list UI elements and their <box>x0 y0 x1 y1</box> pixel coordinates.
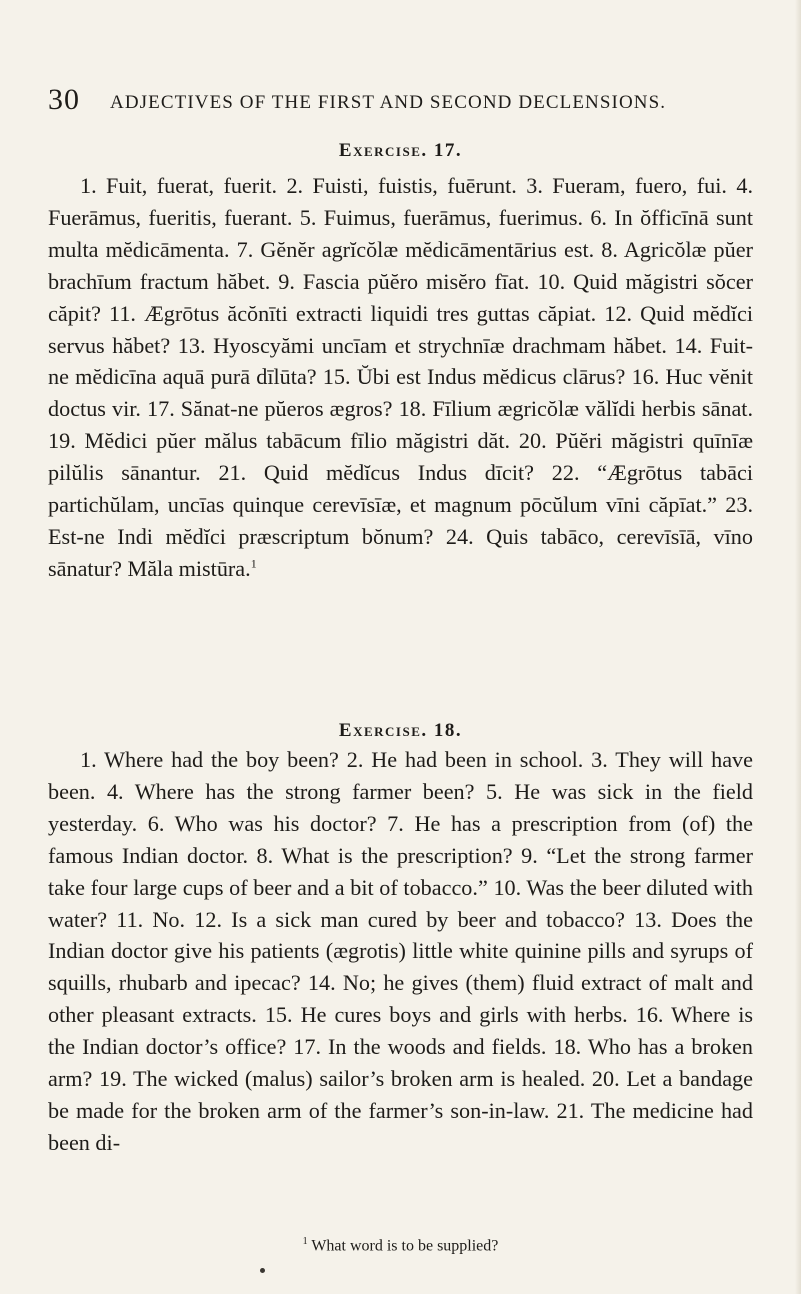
exercise-18-text: 1. Where had the boy been? 2. He had been in school. 3. They will have been. 4. Where has the strong farmer been? 5. He was sick in the field yesterday. 6. Who was his doctor? 7. He has a prescription from (of) the famous Indian doctor. 8. What is the prescription? 9. “Let the strong farmer take four large cups of beer and a bit of tobacco.” 10. Was the beer diluted with water? 11. No. 12. Is a sick man cured by beer and tobacco? 13. Does the Indian doctor give his patients (ægrotis) little white quinine pills and syrups of squills, rhubarb and ipecac? 14. No; he gives (them) fluid extract of malt and other pleasant extracts. 15. He cures boys and girls with herbs. 16. Where is the Indian doctor’s office? 17. In the woods and fields. 18. Who has a broken arm? 19. The wicked (malus) sailor’s broken arm is healed. 20. Let a bandage be made for the broken arm of the farmer’s son-in-law. 21. The medicine had been di- <box>48 747 753 1155</box>
exercise-17-body: 1. Fuit, fuerat, fuerit. 2. Fuisti, fuistis, fuērunt. 3. Fueram, fuero, fui. 4. Fuerāmus, fueritis, fuerant. 5. Fuimus, fuerāmus, fuerimus. 6. In ŏfficīnā sunt multa mĕdicāmenta. 7. Gĕnĕr agrĭcŏlæ mĕdicāmentārius est. 8. Agricŏlæ pŭer brachīum fractum hăbet. 9. Fascia pŭĕro misĕro fīat. 10. Quid măgistri sŏcer căpit? 11. Ægrōtus ăcŏnīti extracti liquidi tres guttas căpiat. 12. Quid mĕdĭci servus hăbet? 13. Hyoscyămi uncīam et strychnīæ drachmam hăbet. 14. Fuit-ne mĕdicīna aquā purā dīlūta? 15. Ŭbi est Indus mĕdicus clārus? 16. Huc vĕnit doctus vir. 17. Sănat-ne pŭeros ægros? 18. Fīlium ægricŏlæ vălĭdi herbis sānat. 19. Mĕdici pŭer mălus tabācum fīlio măgistri dăt. 20. Pŭĕri măgistri quīnīæ pilŭlis sānantur. 21. Quid mĕdĭcus Indus dīcit? 22. “Ægrōtus tabāci partichŭlam, uncīas quinque cerevīsīæ, et magnum pōcŭlum vīni căpīat.” 23. Est-ne Indi mĕdĭci præscriptum bŏnum? 24. Quis tabāco, cerevīsīā, vīno sānatur? Măla mistūra. <box>48 173 753 581</box>
exercise-18-heading: Exercise. 18. <box>338 720 463 741</box>
running-title: ADJECTIVES OF THE FIRST AND SECOND DECLENSIONS. <box>110 92 667 113</box>
footnote-ref[interactable]: 1 <box>250 556 257 571</box>
ink-speck <box>260 1268 265 1273</box>
exercise-17-heading: Exercise. 17. <box>338 140 463 161</box>
exercise-17 <box>48 140 753 585</box>
page-number: 30 <box>48 83 80 116</box>
footnote <box>0 1236 801 1255</box>
page-edge-shadow <box>795 0 801 1294</box>
footnote-text: What word is to be supplied? <box>311 1237 499 1255</box>
running-head <box>48 84 753 124</box>
exercise-18 <box>48 720 753 1159</box>
footnote-marker: 1 <box>302 1236 308 1247</box>
exercise-17-text <box>48 170 753 585</box>
